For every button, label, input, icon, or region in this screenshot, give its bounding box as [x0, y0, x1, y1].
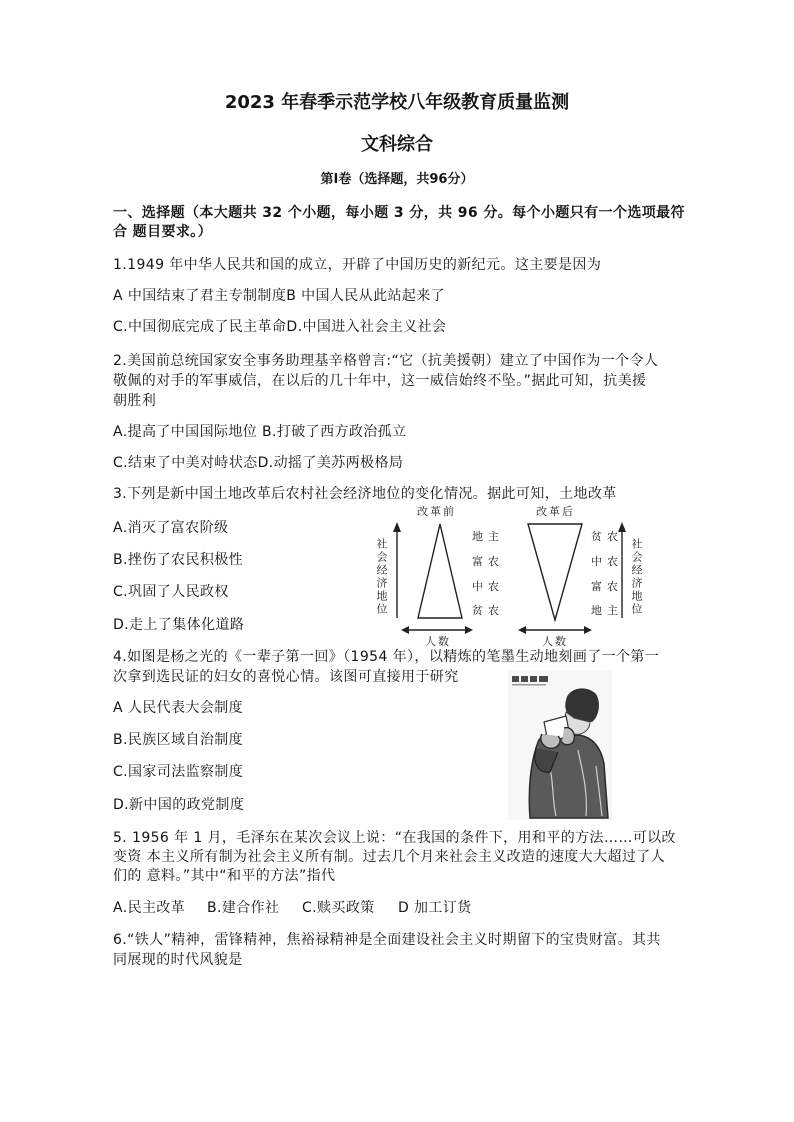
after-x-axis-label: 人数 — [542, 635, 568, 648]
triangle-before-reform — [418, 524, 462, 618]
before-class-label: 富农 — [472, 555, 504, 568]
triangle-after-reform — [528, 524, 582, 620]
before-x-axis-label: 人数 — [425, 635, 451, 648]
arrowhead-right-icon — [584, 626, 592, 634]
arrowhead-right-icon — [465, 626, 473, 634]
exam-title: 2023 年春季示范学校八年级教育质量监测 — [224, 92, 570, 113]
land-reform-diagram-lines — [365, 500, 655, 650]
painting-illustration — [508, 670, 612, 820]
arrowhead-up-icon — [393, 522, 401, 532]
question-5-option-a: A.民主改革 — [113, 900, 186, 916]
question-1-stem: 1.1949 年中华人民共和国的成立，开辟了中国历史的新纪元。这主要是因为 — [113, 257, 602, 273]
before-reform-title: 改革前 — [417, 505, 456, 518]
after-class-label: 中农 — [591, 555, 623, 568]
question-4-option-b: B.民族区域自治制度 — [113, 732, 244, 748]
question-5-stem-line: 5. 1956 年 1 月，毛泽东在某次会议上说：“在我国的条件下，用和平的方法……可以改 — [113, 830, 676, 846]
question-6-stem-line: 6.“铁人”精神，雷锋精神，焦裕禄精神是全面建设社会主义时期留下的宝贵财富。其共 — [113, 932, 661, 948]
arrowhead-left-icon — [518, 626, 526, 634]
after-class-label: 富农 — [591, 580, 623, 593]
after-y-axis-label: 社会经济地位 — [630, 538, 643, 616]
question-3-option-d: D.走上了集体化道路 — [113, 617, 245, 633]
painting-coat — [529, 733, 608, 818]
question-3-option-a: A.消灭了富农阶级 — [113, 520, 229, 536]
question-5-stem-line: 们的 意料。”其中“和平的方法”指代 — [113, 868, 336, 884]
question-3-option-b: B.挫伤了农民积极性 — [113, 552, 244, 568]
arrowhead-left-icon — [401, 626, 409, 634]
before-class-label: 地主 — [472, 530, 504, 543]
painting-sketch — [508, 670, 612, 820]
after-class-label: 贫农 — [591, 530, 623, 543]
question-5-stem-line: 变资 本主义所有制为社会主义所有制。过去几个月来社会主义改造的速度大大超过了人 — [113, 849, 666, 865]
land-reform-diagram — [365, 500, 655, 650]
section-instruction-line: 合 题目要求。） — [113, 224, 213, 240]
question-1-options-cd: C.中国彻底完成了民主革命D.中国进入社会主义社会 — [113, 319, 447, 335]
question-5-option-d: D 加工订货 — [398, 900, 472, 916]
question-4-option-d: D.新中国的政党制度 — [113, 797, 245, 813]
exam-part-heading: 第I卷（选择题，共96分） — [320, 172, 474, 187]
question-4-stem-line: 4.如图是杨之光的《一辈子第一回》（1954 年），以精炼的笔墨生动地刻画了一个第一 — [113, 649, 660, 665]
before-class-label: 贫农 — [472, 604, 504, 617]
question-3-option-c: C.巩固了人民政权 — [113, 584, 229, 600]
question-2-options-cd: C.结束了中美对峙状态D.动摇了美苏两极格局 — [113, 455, 404, 471]
painting-inscription-mark — [512, 676, 548, 686]
question-4-stem-line: 次拿到选民证的妇女的喜悦心情。该图可直接用于研究 — [113, 669, 459, 685]
before-class-label: 中农 — [472, 580, 504, 593]
question-2-stem-line: 朝胜利 — [113, 393, 157, 409]
question-3-stem: 3.下列是新中国土地改革后农村社会经济地位的变化情况。据此可知，土地改革 — [113, 486, 617, 502]
question-1-options-ab: A 中国结束了君主专制制度B 中国人民从此站起来了 — [113, 288, 446, 304]
section-instruction-line: 一、选择题（本大题共 32 个小题，每小题 3 分，共 96 分。每个小题只有一个选项最符 — [113, 205, 685, 221]
question-5-option-b: B.建合作社 — [207, 900, 280, 916]
question-2-stem-line: 2.美国前总统国家安全事务助理基辛格曾言:“它（抗美援朝）建立了中国作为一个令人 — [113, 353, 659, 369]
question-4-option-c: C.国家司法监察制度 — [113, 764, 244, 780]
question-5-option-c: C.赎买政策 — [302, 900, 375, 916]
exam-subject: 文科综合 — [361, 134, 433, 155]
before-y-axis-label: 社会经济地位 — [375, 538, 388, 616]
after-reform-title: 改革后 — [536, 505, 575, 518]
question-2-stem-line: 敬佩的对手的军事威信，在以后的几十年中，这一威信始终不坠。”据此可知，抗美援 — [113, 373, 647, 389]
question-6-stem-line: 同展现的时代风貌是 — [113, 952, 243, 968]
question-4-option-a: A 人民代表大会制度 — [113, 700, 244, 716]
question-2-options-ab: A.提高了中国国际地位 B.打破了西方政治孤立 — [113, 424, 407, 440]
after-class-label: 地主 — [591, 604, 623, 617]
